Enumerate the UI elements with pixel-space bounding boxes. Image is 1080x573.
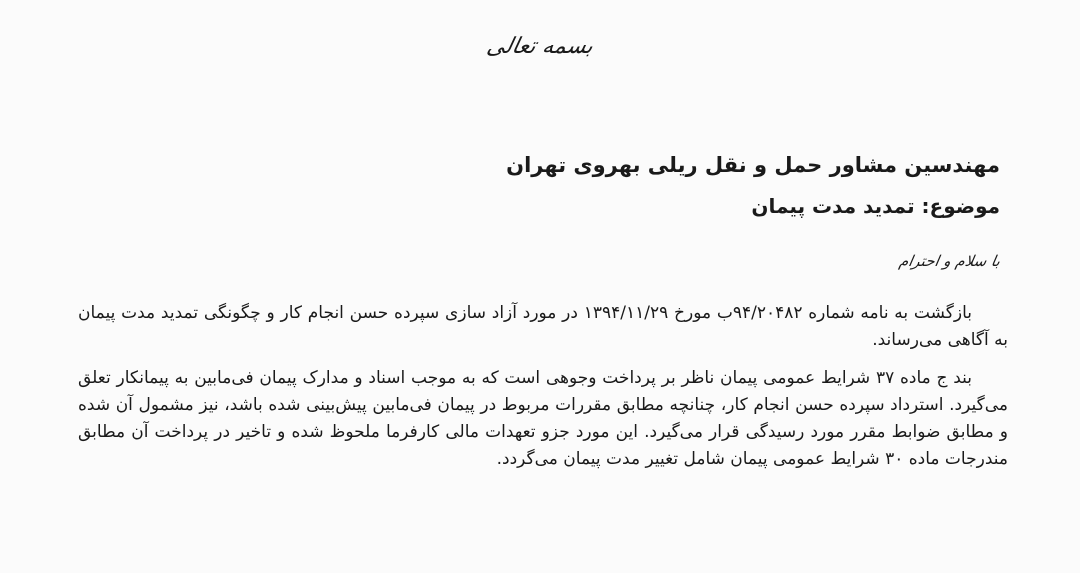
recipient-line: مهندسین مشاور حمل و نقل ریلی بهروی تهران <box>506 153 1000 177</box>
letter-body <box>78 300 1008 484</box>
body-paragraph-1: بازگشت به نامه شماره ۹۴/۲۰۴۸۲ب مورخ ۱۳۹۴/۱۱/۲۹ در مورد آزاد سازی سپرده حسن انجام کار و چگونگی تمدید مدت پیمان به آگاهی می‌رساند. <box>78 303 1008 350</box>
greeting-line: با سلام و احترام <box>897 252 1002 270</box>
invocation-heading: بسمه تعالی <box>484 34 596 59</box>
body-paragraph-2: بند ج ماده ۳۷ شرایط عمومی پیمان ناظر بر پرداخت وجوهی است که به موجب اسناد و مدارک پیمان فی‌مابین به پیمانکار تعلق می‌گیرد. استرداد سپرده حسن انجام کار، چنانچه مطابق مقررات مربوط در پیمان فی‌مابین پیش‌بینی شده باشد، نیز مشمول آن شده و مطابق ضوابط مقرر مورد رسیدگی قرار می‌گیرد. این مورد جزو تعهدات مالی کارفرما ملحوظ شده و تاخیر در پرداخت آن مطابق مندرجات ماده ۳۰ شرایط عمومی پیمان شامل تغییر مدت پیمان می‌گردد. <box>78 368 1008 469</box>
subject-line: موضوع: تمدید مدت پیمان <box>751 194 1000 218</box>
